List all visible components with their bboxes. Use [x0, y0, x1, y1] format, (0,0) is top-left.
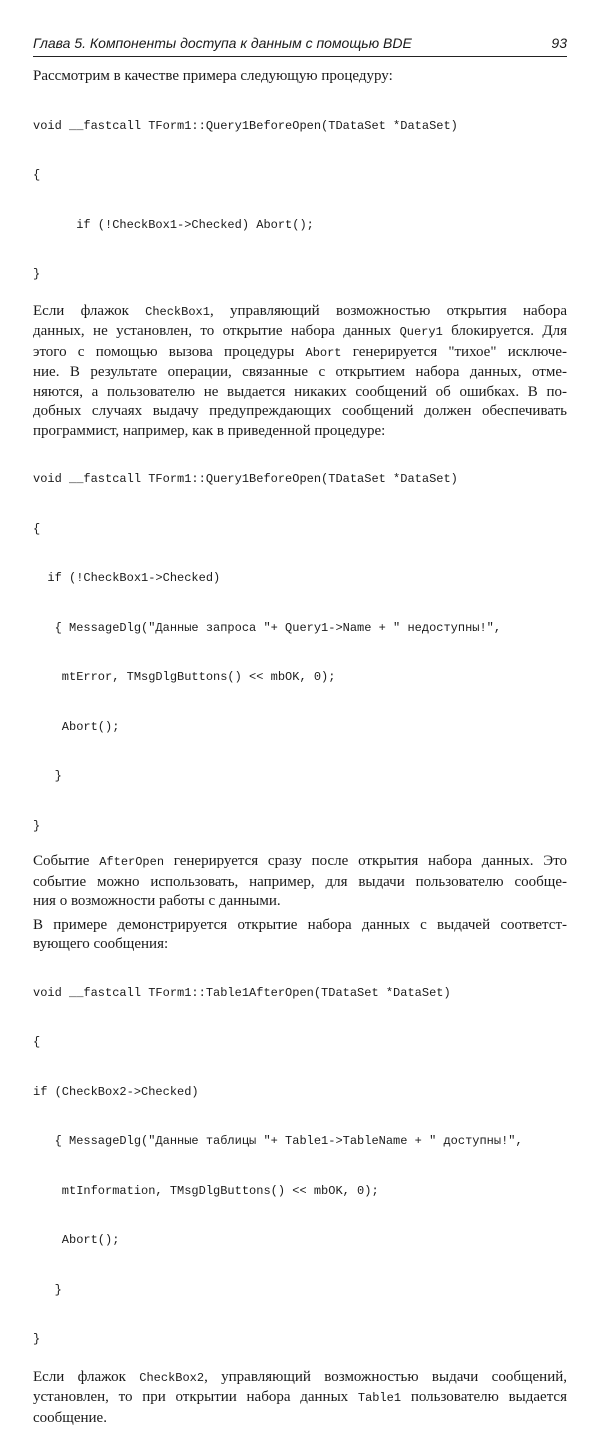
inline-code: Query1 [399, 325, 443, 339]
running-header [33, 34, 567, 57]
text: пользователю выдается [401, 1389, 567, 1405]
inline-code: AfterOpen [99, 855, 165, 869]
inline-code: Table1 [357, 1391, 402, 1405]
code-line: void __fastcall TForm1::Table1AfterOpen(TDataSet *DataSet) [33, 985, 451, 1000]
paragraph-checkbox1 [33, 302, 567, 442]
text: данных, не установлен, то открытие набора данных [33, 323, 400, 339]
code-line: { [33, 168, 41, 182]
code-line: { MessageDlg("Данные запроса "+ Query1->Name + " недоступны!", [33, 620, 502, 635]
text: генерируется сразу после открытия набора данных. Это [164, 853, 567, 869]
text: генерируется "тихое" исключе- [341, 343, 567, 360]
code-line: if (!CheckBox1->Checked) [33, 571, 221, 585]
text-line: ние. В результате операции, связанные с открытием набора данных, отме- [33, 364, 567, 380]
paragraph-intro [33, 67, 567, 87]
text-line [33, 322, 567, 343]
inline-code: CheckBox1 [145, 304, 210, 319]
code-line: void __fastcall TForm1::Query1BeforeOpen(TDataSet *DataSet) [33, 118, 458, 133]
paragraph-checkbox2 [33, 1368, 567, 1429]
text: Событие [33, 853, 100, 869]
text: , управляющий возможностью открытия набора [209, 302, 567, 319]
code-line: mtError, TMsgDlgButtons() << mbOK, 0); [33, 670, 336, 684]
chapter-title: Глава 5. Компоненты доступа к данным с помощью BDE [33, 35, 412, 51]
text: блокируется. Для [442, 323, 568, 339]
text: Если флажок [33, 1368, 140, 1385]
text: Если флажок [33, 302, 146, 319]
text-line: добных случаях выдачу предупреждающих сообщений должен обеспечивать [33, 403, 567, 419]
inline-code: Abort [305, 345, 342, 360]
page-number: 93 [551, 35, 567, 51]
code-line: { [33, 521, 41, 536]
code-listing-1 [33, 88, 567, 300]
code-line: } [33, 769, 62, 783]
inline-code: CheckBox2 [139, 1370, 205, 1385]
text: , управляющий возможностью выдачи сообщений, [204, 1368, 567, 1385]
code-line: { [33, 1035, 41, 1049]
code-line: void __fastcall TForm1::Query1BeforeOpen(TDataSet *DataSet) [33, 472, 458, 486]
code-line: } [33, 1332, 41, 1346]
text-line [33, 1388, 567, 1409]
code-line: Abort(); [33, 719, 120, 734]
text-line: вующего сообщения: [33, 936, 169, 952]
paragraph-example [33, 916, 567, 955]
text: этого с помощью вызова процедуры [33, 343, 306, 360]
code-line: mtInformation, TMsgDlgButtons() << mbOK, 0); [33, 1183, 379, 1198]
text-line [33, 852, 567, 873]
text-line [33, 1368, 567, 1389]
code-line: } [33, 1282, 62, 1297]
text-line: сообщение. [33, 1409, 107, 1426]
text-line: няются, а пользователю не выдается никаких сообщений об ошибках. В по- [33, 383, 567, 400]
text-line: В примере демонстрируется открытие набора данных с выдачей соответст- [33, 916, 567, 933]
code-line: } [33, 267, 41, 281]
text-line: ния о возможности работы с данными. [33, 893, 281, 909]
code-line: if (CheckBox2->Checked) [33, 1084, 199, 1099]
text-line: событие можно использовать, например, для выдачи пользователю сообще- [33, 873, 567, 890]
code-listing-3 [33, 955, 567, 1365]
code-listing-2 [33, 441, 567, 851]
text: установлен, то при открытии набора данных [33, 1389, 358, 1405]
code-line: Abort(); [33, 1233, 120, 1247]
text-line: программист, например, как в приведенной процедуре: [33, 422, 386, 439]
code-line: } [33, 818, 41, 833]
text-line [33, 302, 567, 323]
text-line [33, 343, 567, 364]
code-line: if (!CheckBox1->Checked) Abort(); [33, 217, 314, 232]
paragraph-afteropen [33, 852, 567, 912]
text-line: Рассмотрим в качестве примера следующую процедуру: [33, 68, 393, 84]
code-line: { MessageDlg("Данные таблицы "+ Table1->TableName + " доступны!", [33, 1134, 523, 1148]
